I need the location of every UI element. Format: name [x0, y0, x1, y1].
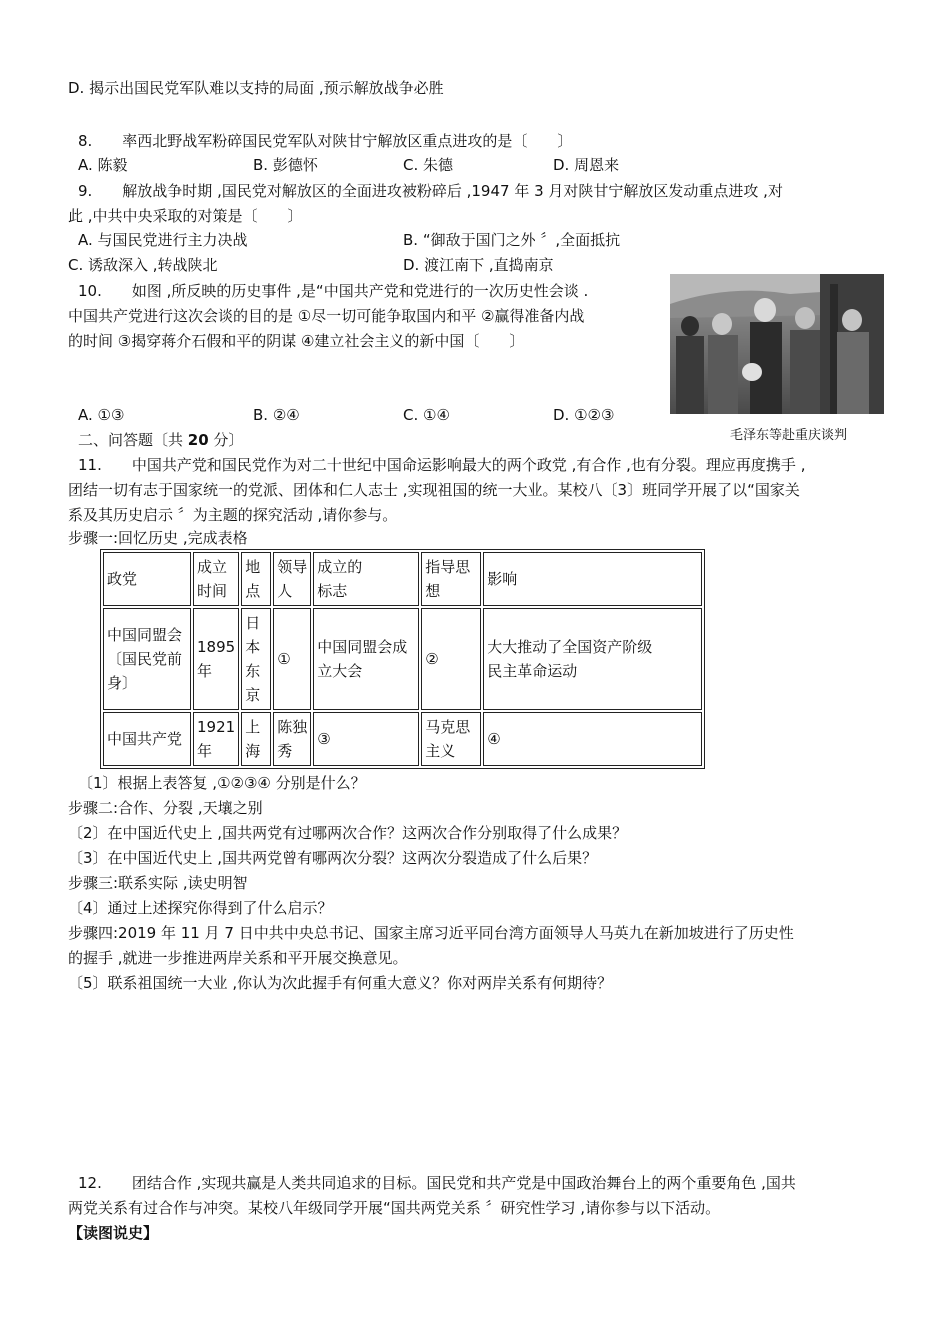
q11-step2: 步骤二:合作、分裂 ,天壤之别 [68, 799, 263, 817]
q12-line2: 两党关系有过合作与冲突。某校八年级同学开展“国共两党关系 〞研究性学习 ,请你参与以下活动。 [68, 1199, 721, 1217]
table-row [103, 712, 702, 766]
q9-option-d: D. 渡江南下 ,直捣南京 [403, 256, 554, 274]
table-header-cell: 影响 [483, 552, 702, 606]
q11-step3: 步骤三:联系实际 ,读史明智 [68, 874, 248, 892]
q11-intro-line2: 团结一切有志于国家统一的党派、团体和仁人志士 ,实现祖国的统一大业。某校八〔3〕班同学开展了以“国家关 [68, 481, 800, 499]
q9-stem-line1: 9. 解放战争时期 ,国民党对解放区的全面进攻被粉碎后 ,1947 年 3 月对陕甘宁解放区发动重点进攻 ,对 [78, 182, 783, 200]
table-cell: ① [273, 608, 311, 710]
q10-option-d: D. ①②③ [553, 406, 615, 424]
table-header-cell: 成立 时间 [193, 552, 239, 606]
table-header-cell: 政党 [103, 552, 191, 606]
photo-image [670, 274, 884, 414]
table-header-cell: 成立的 标志 [313, 552, 419, 606]
q10-stem-line1: 10. 如图 ,所反映的历史事件 ,是“中国共产党和党进行的一次历史性会谈 . [78, 282, 589, 300]
party-table [100, 549, 705, 769]
table-cell: 上 海 [241, 712, 271, 766]
photo-caption: 毛泽东等赴重庆谈判 [730, 428, 848, 443]
table-cell: ③ [313, 712, 419, 766]
table-header-cell: 地 点 [241, 552, 271, 606]
table-cell: ② [421, 608, 481, 710]
q12-line1: 12. 团结合作 ,实现共赢是人类共同追求的目标。国民党和共产党是中国政治舞台上的两个重要角色 ,国共 [78, 1174, 796, 1192]
q11-step4-line1: 步骤四:2019 年 11 月 7 日中共中央总书记、国家主席习近平同台湾方面领导人马英九在新加坡进行了历史性 [68, 924, 794, 942]
table-header-cell: 领导 人 [273, 552, 311, 606]
chongqing-negotiation-photo [670, 274, 884, 414]
table-cell: 马克思 主义 [421, 712, 481, 766]
q10-stem-line3: 的时间 ③揭穿蒋介石假和平的阴谋 ④建立社会主义的新中国〔 〕 [68, 332, 525, 350]
section2-prefix: 二、问答题〔共 [78, 431, 188, 449]
q7-option-d: D. 揭示出国民党军队难以支持的局面 ,预示解放战争必胜 [68, 79, 444, 97]
table-header-row [103, 552, 702, 606]
q9-option-a: A. 与国民党进行主力决战 [78, 231, 248, 249]
q11-sub1: 〔1〕根据上表答复 ,①②③④ 分别是什么？ [78, 774, 366, 792]
table-cell: 大大推动了全国资产阶级 民主革命运动 [483, 608, 702, 710]
q9-option-c: C. 诱敌深入 ,转战陕北 [68, 256, 218, 274]
table-header-cell: 指导思 想 [421, 552, 481, 606]
q11-intro-line3: 系及其历史启示 〞为主题的探究活动 ,请你参与。 [68, 506, 398, 524]
table-row [103, 608, 702, 710]
q11-step4-line2: 的握手 ,就进一步推进两岸关系和平开展交换意见。 [68, 949, 408, 967]
q11-sub2: 〔2〕在中国近代史上 ,国共两党有过哪两次合作？这两次合作分别取得了什么成果？ [68, 824, 628, 842]
table-cell: 中国同盟会成 立大会 [313, 608, 419, 710]
q11-step1: 步骤一:回忆历史 ,完成表格 [68, 529, 248, 547]
q10-option-c: C. ①④ [403, 406, 450, 424]
table-cell: 日 本 东 京 [241, 608, 271, 710]
q9-stem-line2: 此 ,中共中央采取的对策是〔 〕 [68, 207, 303, 225]
q10-option-a: A. ①③ [78, 406, 125, 424]
table-cell: 中国共产党 [103, 712, 191, 766]
q8-option-a: A. 陈毅 [78, 156, 128, 174]
q8-option-c: C. 朱德 [403, 156, 454, 174]
table-cell: ④ [483, 712, 702, 766]
section2-score: 20 [187, 431, 209, 449]
section2-heading [78, 430, 243, 450]
q12-heading: 【读图说史】 [68, 1224, 159, 1242]
table-cell: 1921 年 [193, 712, 239, 766]
q8-stem: 8. 率西北野战军粉碎国民党军队对陕甘宁解放区重点进攻的是〔 〕 [78, 132, 573, 150]
table-cell: 中国同盟会 〔国民党前 身〕 [103, 608, 191, 710]
q11-sub4: 〔4〕通过上述探究你得到了什么启示？ [68, 899, 333, 917]
q9-option-b: B. “御敌于国门之外 〞,全面抵抗 [403, 231, 621, 249]
q11-sub3: 〔3〕在中国近代史上 ,国共两党曾有哪两次分裂？这两次分裂造成了什么后果？ [68, 849, 598, 867]
q11-intro-line1: 11. 中国共产党和国民党作为对二十世纪中国命运影响最大的两个政党 ,有合作 ,也有分裂。理应再度携手 , [78, 456, 806, 474]
section2-suffix: 分〕 [208, 431, 244, 449]
q8-option-d: D. 周恩来 [553, 156, 620, 174]
table-cell: 陈独 秀 [273, 712, 311, 766]
q10-option-b: B. ②④ [253, 406, 300, 424]
table-cell: 1895 年 [193, 608, 239, 710]
q11-sub5: 〔5〕联系祖国统一大业 ,你认为次此握手有何重大意义？你对两岸关系有何期待？ [68, 974, 613, 992]
q10-stem-line2: 中国共产党进行这次会谈的目的是 ①尽一切可能争取国内和平 ②赢得准备内战 [68, 307, 585, 325]
q8-option-b: B. 彭德怀 [253, 156, 318, 174]
